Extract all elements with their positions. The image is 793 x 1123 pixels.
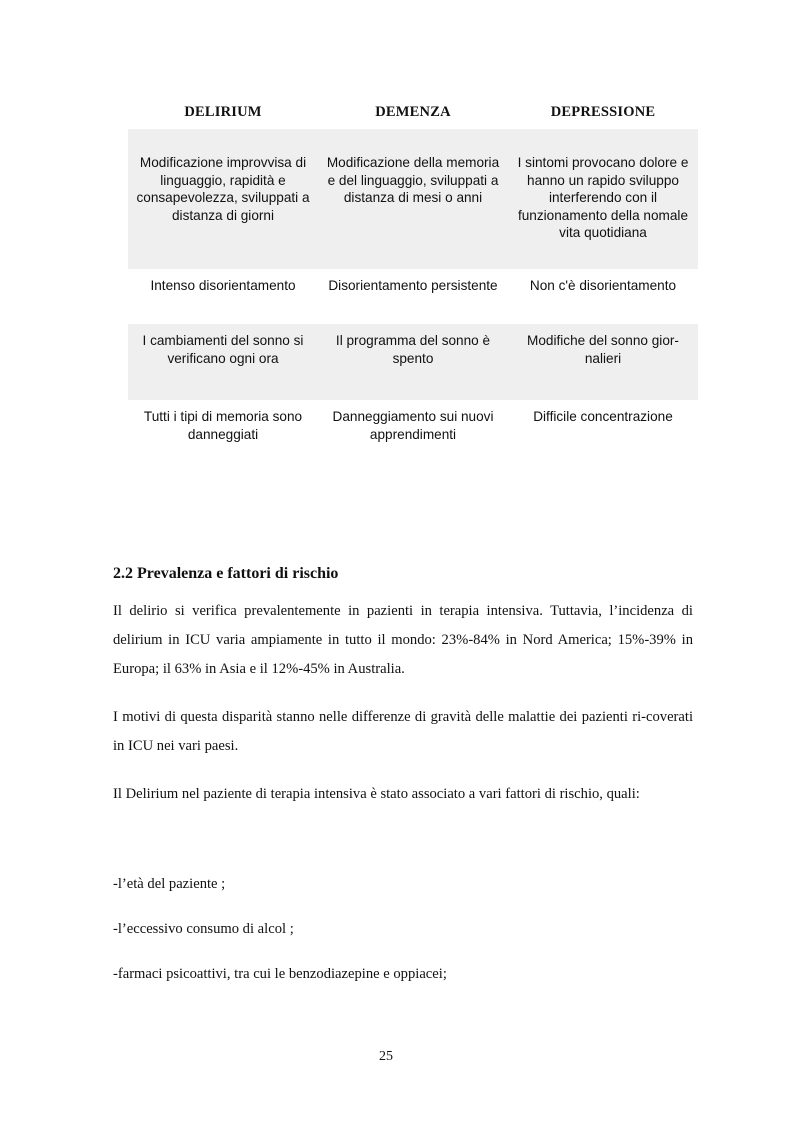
table-row — [128, 269, 698, 324]
page-number: 25 — [379, 1049, 393, 1064]
table-cell: Non c'è disorientamento — [529, 278, 677, 293]
table-cell: I sintomi provocano dolore e hanno un rapido sviluppo interferendo con il funzionamento della nomale vita quotidiana — [508, 129, 698, 269]
table-cell: Tutti i tipi di memoria sono danneggiati — [143, 409, 303, 442]
table-row — [128, 400, 698, 450]
table-cell: I cambiamenti del sonno si verificano ogni ora — [128, 324, 318, 400]
table-row — [128, 324, 698, 400]
list-item-drugs: -farmaci psicoattivi, tra cui le benzodiazepine e oppiacei; — [113, 966, 447, 982]
paragraph-disparity: I motivi di questa disparità stanno nelle differenze di gravità delle malattie dei pazienti ri-coverati in ICU nei vari paesi. — [113, 709, 693, 754]
table-cell: Il programma del sonno è spento — [318, 324, 508, 400]
list-item-age: -l’età del paziente ; — [113, 876, 226, 892]
table-header-row — [128, 96, 698, 129]
table-cell: Danneggiamento sui nuovi apprendimenti — [332, 409, 494, 442]
paragraph-prevalence: Il delirio si verifica prevalentemente in pazienti in terapia intensiva. Tuttavia, l’incidenza di delirium in ICU varia ampiamente in tutto il mondo: 23%-84% in Nord America; 15%-39% in Europa; il 63% in Asia e il 12%-45% in Australia. — [113, 603, 693, 677]
table-cell: Modificazione improvvisa di linguaggio, rapidità e consapevolezza, sviluppati a distanza di giorni — [128, 129, 318, 269]
table-cell: Modifiche del sonno gior-nalieri — [508, 324, 698, 400]
comparison-table — [128, 96, 698, 450]
table-cell: Modificazione della memoria e del linguaggio, sviluppati a distanza di mesi o anni — [318, 129, 508, 269]
header-delirium: DELIRIUM — [184, 104, 262, 120]
header-demenza: DEMENZA — [375, 104, 451, 120]
list-item-alcohol: -l’eccessivo consumo di alcol ; — [113, 921, 294, 937]
table-cell: Disorientamento persistente — [328, 278, 498, 293]
table-row — [128, 129, 698, 269]
section-heading: 2.2 Prevalenza e fattori di rischio — [113, 565, 339, 582]
paragraph-risk-factors-intro: Il Delirium nel paziente di terapia intensiva è stato associato a vari fattori di rischio, quali: — [113, 786, 640, 802]
table-cell: Difficile concentrazione — [533, 409, 673, 424]
header-depressione: DEPRESSIONE — [550, 104, 656, 120]
table-cell: Intenso disorientamento — [150, 278, 296, 293]
